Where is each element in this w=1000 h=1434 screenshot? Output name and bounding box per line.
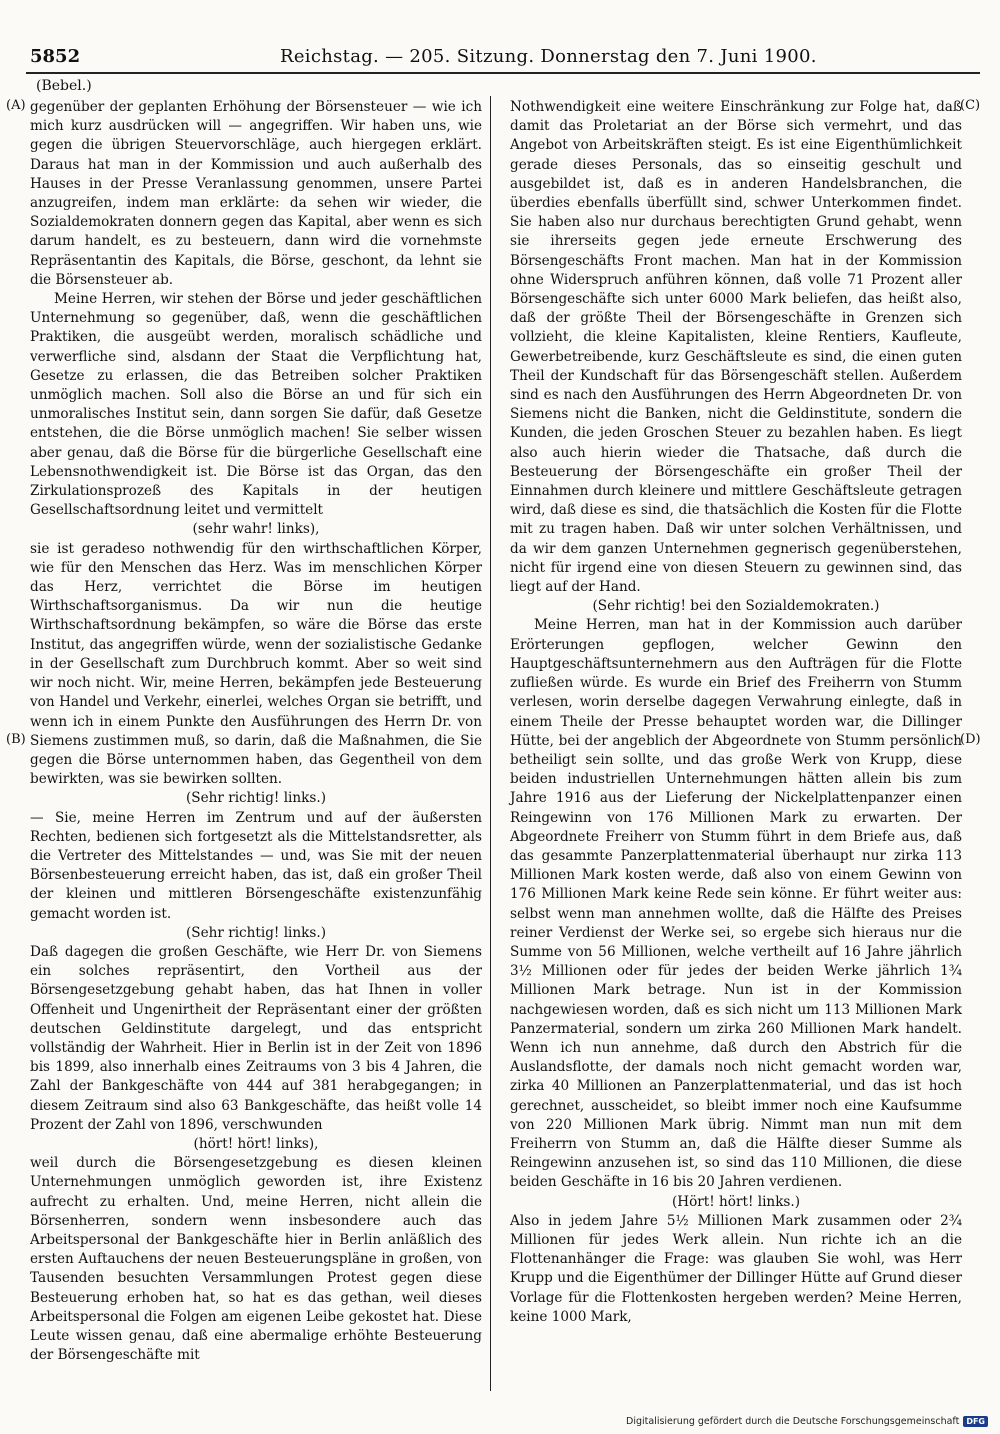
header-rule: [26, 72, 980, 74]
paragraph: Also in jedem Jahre 5½ Millionen Mark zusammen oder 2¾ Millionen für jedes Werk allein. Nun richte ich an die Flottenanhänger die Frage: was glauben Sie wohl, was Herr Krupp und die Eigenthümer der Dillinger Hütte auf Grund dieser Vorlage für die Flottenkosten hergeben werden? Meine Herren, keine 1000 Mark,: [510, 1212, 962, 1325]
running-head: Reichstag. — 205. Sitzung. Donnerstag den 7. Juni 1900.: [280, 46, 817, 67]
paragraph: Daß dagegen die großen Geschäfte, wie Herr Dr. von Siemens ein solches repräsentirt, den Vortheil aus der Börsengesetzgebung gehabt haben, das hat Ihnen in voller Offenheit und Ungenirtheit der Repräsentant einer der größten deutschen Geldinstitute dargelegt, und das entspricht vollständig der Wahrheit. Hier in Berlin ist in der Zeit von 1896 bis 1899, also innerhalb eines Zeitraums von 3 bis 4 Jahren, die Zahl der Bankgeschäfte von 444 auf 381 herabgegangen; in diesem Zeitraum sind also 63 Bankgeschäfte, das heißt volle 14 Prozent der Zahl von 1896, verschwunden: [30, 943, 482, 1133]
paragraph: Meine Herren, man hat in der Kommission auch darüber Erörterungen gepflogen, welcher Gewinn den Hauptgeschäftsunternehmern aus den Aufträgen für die Flotte zufließen würde. Es wurde ein Brief des Freiherrn von Stumm verlesen, worin derselbe dagegen Verwahrung einlegte, daß in einem Theile der Presse behauptet worden war, die Dillinger Hütte, bei der angeblich der Abgeordnete von Stumm persönlich betheiligt sein sollte, und das große Werk von Krupp, diese beiden industriellen Unternehmungen hätten allein bis zum Jahre 1916 aus der Lieferung der Nickelplattenpanzer einen Reingewinn von 176 Millionen Mark zu erwarten. Der Abgeordnete Freiherr von Stumm führt in dem Briefe aus, daß das gesammte Panzerplattenmaterial überhaupt nur zirka 113 Millionen Mark kosten werde, daß also von einem Gewinn von 176 Millionen Mark keine Rede sein könne. Er führt weiter aus: selbst wenn man annehmen wollte, daß die Hälfte des Preises reiner Verdienst der Werke sei, so ergebe sich hieraus nur die Summe von 56 Millionen, welche vertheilt auf 16 Jahre jährlich 3½ Millionen oder für jedes der beiden Werke jährlich 1¾ Millionen Mark betrage. Nun ist in der Kommission nachgewiesen worden, daß es sich nicht um 113 Millionen Mark Panzermaterial, sondern um zirka 260 Millionen Mark handelt. Wenn ich nun annehme, daß durch den Abstrich für die Auslandsflotte, der damals noch nicht gemacht worden war, zirka 40 Millionen an Panzerplattenmaterial, und das ist hoch gerechnet, ausscheidet, so bleibt immer noch eine Kaufsumme von 220 Millionen Mark übrig. Nimmt man nun mit dem Freiherrn von Stumm an, daß die Hälfte dieser Summe als Reingewinn anzusehen ist, so sind das 110 Millionen, die diese beiden Geschäfte in 16 bis 20 Jahren verdienen.: [510, 617, 962, 1191]
dfg-logo-icon: DFG: [963, 1416, 988, 1427]
interjection: (Sehr richtig! links.): [185, 790, 327, 807]
paragraph: Meine Herren, wir stehen der Börse und jeder geschäftlichen Unternehmung so gegenüber, daß, wenn die geschäftlichen Praktiken, die ausgeübt werden, moralisch schädliche und verwerfliche sind, alsdann der Staat die Verpflichtung hat, Gesetze zu erlassen, die das Betreiben solcher Praktiken unmöglich machen. Soll also die Börse an und für sich ein unmoralisches Institut sein, dann sorgen Sie dafür, daß Gesetze entstehen, die die Börse unmöglich machen! Sie selber wissen aber genau, daß die Börse für die bürgerliche Gesellschaft eine Lebensnothwendigkeit ist. Die Börse ist das Organ, das den Zirkulationsprozeß des Kapitals in der heutigen Gesellschaftsordnung leitet und vermittelt: [30, 291, 482, 519]
left-column: [30, 98, 482, 1365]
margin-marker-b: (B): [6, 732, 26, 747]
page-footer: [626, 1416, 988, 1427]
paragraph: Nothwendigkeit eine weitere Einschränkung zur Folge hat, daß damit das Proletariat an der Börse sich vermehrt, und das Angebot von Arbeitskräften steigt. Es ist eine Eigenthümlichkeit gerade dieses Personals, das so einseitig geschult und ausgebildet ist, daß es in anderen Handelsbranchen, die überdies ebenfalls überfüllt sind, schwer Unterkommen findet. Sie haben also nur durchaus berechtigten Grund gehabt, wenn sie ihrerseits gegen jede erneute Erschwerung des Börsengeschäfts Front machen. Man hat in der Kommission ohne Widerspruch anführen können, daß volle 71 Prozent aller Börsengeschäfte sich unter 6000 Mark beliefen, das heißt also, daß der größte Theil der Börsengeschäfte in Grenzen sich vollzieht, die kleine Kapitalisten, kleine Rentiers, Kaufleute, Gewerbetreibende, kurz Geschäftsleute es sind, die einen guten Theil der Kundschaft für das Börsengeschäft stellen. Außerdem sind es nach den Ausführungen des Herrn Abgeordneten Dr. von Siemens nicht die Banken, nicht die Geldinstitute, sondern die Kunden, die jeden Groschen Steuer zu bezahlen haben. Es liegt also auch hierin wieder die Thatsache, daß durch die Besteuerung der Börsengeschäfte ein großer Theil der Einnahmen durch kleinere und mittlere Geschäftsleute getragen wird, daß diese es sind, die thatsächlich die Kosten für die Flotte mit zu tragen haben. Daß wir unter solchen Verhältnissen, und da wir dem ganzen Unternehmen gegnerisch gegenüberstehen, nicht für irgend eine von diesen Steuern zu gewinnen sind, das liegt auf der Hand.: [510, 99, 962, 596]
interjection: (hört! hört! links),: [193, 1135, 319, 1152]
right-column: [510, 98, 962, 1327]
interjection: (sehr wahr! links),: [192, 521, 320, 538]
paragraph: weil durch die Börsengesetzgebung es diesen kleinen Unternehmungen unmöglich geworden ist, ihre Existenz aufrecht zu erhalten. Und, meine Herren, nicht allein die Börsenherren, sondern wenn insbesondere auch das Arbeitspersonal der Bankgeschäfte hier in Berlin anläßlich des ersten Auftauchens der neuen Besteuerungspläne in großen, von Tausenden besuchten Versammlungen Protest gegen diese Besteuerung erhoben hat, so hat es das gethan, weil dieses Arbeitspersonal die Folgen am eigenen Leibe gekostet hat. Diese Leute wissen genau, daß eine abermalige erhöhte Besteuerung der Börsengeschäfte mit: [30, 1155, 482, 1364]
margin-marker-a: (A): [6, 98, 26, 113]
page-header: [26, 46, 980, 72]
paragraph: sie ist geradeso nothwendig für den wirthschaftlichen Körper, wie für den Menschen das Herz. Was im menschlichen Körper das Herz, verrichtet die Börse im heutigen Wirthschaftsorganismus. Da wir nun die heutige Wirthschaftsordnung bekämpfen, so wäre die Börse das erste Institut, das angegriffen würde, wenn der sozialistische Gedanke in der Gesellschaft zum Durchbruch kommt. Aber so weit sind wir noch nicht. Wir, meine Herren, bekämpfen jede Besteuerung von Handel und Verkehr, einerlei, welches Organ sie betrifft, und wenn ich in einem Punkte den Ausführungen des Herrn Dr. von Siemens zustimmen muß, so darin, daß die Maßnahmen, die Sie gegen die Börse unternommen haben, das Gegentheil von dem bewirkten, was sie bewirken sollten.: [30, 540, 482, 788]
interjection: (Sehr richtig! bei den Sozialdemokraten.): [592, 598, 880, 615]
margin-marker-c: (C): [960, 98, 981, 113]
interjection: (Hört! hört! links.): [671, 1193, 801, 1210]
speaker-label: (Bebel.): [36, 78, 92, 94]
paragraph: — Sie, meine Herren im Zentrum und auf der äußersten Rechten, bedienen sich fortgesetzt als die Mittelstandsretter, als die Vertreter des Mittelstandes — und, was Sie mit der neuen Börsenbesteuerung erreicht haben, das ist, daß ein großer Theil der kleinen und mittleren Börsengeschäfte existenzunfähig gemacht worden ist.: [30, 809, 482, 922]
paragraph: gegenüber der geplanten Erhöhung der Börsensteuer — wie ich mich kurz ausdrücken will — angegriffen. Wir haben uns, wie gegen die übrigen Steuervorschläge, auch hiergegen erklärt. Daraus hat man in der Kommission und auch außerhalb des Hauses in der Presse Veranlassung genommen, unsere Partei anzugreifen, indem man erklärte: da sehen wir wieder, die Sozialdemokraten donnern gegen das Kapital, aber wenn es sich darum handelt, es zu besteuern, dann wird die vornehmste Repräsentantin des Kapitals, die Börse, geschont, da lehnt sie die Börsensteuer ab.: [30, 99, 482, 288]
footer-credit: Digitalisierung gefördert durch die Deutsche Forschungsgemeinschaft: [626, 1416, 960, 1427]
margin-marker-d: (D): [960, 732, 981, 747]
interjection: (Sehr richtig! links.): [185, 924, 327, 941]
column-divider: [490, 96, 491, 1391]
page-number: 5852: [30, 46, 81, 67]
